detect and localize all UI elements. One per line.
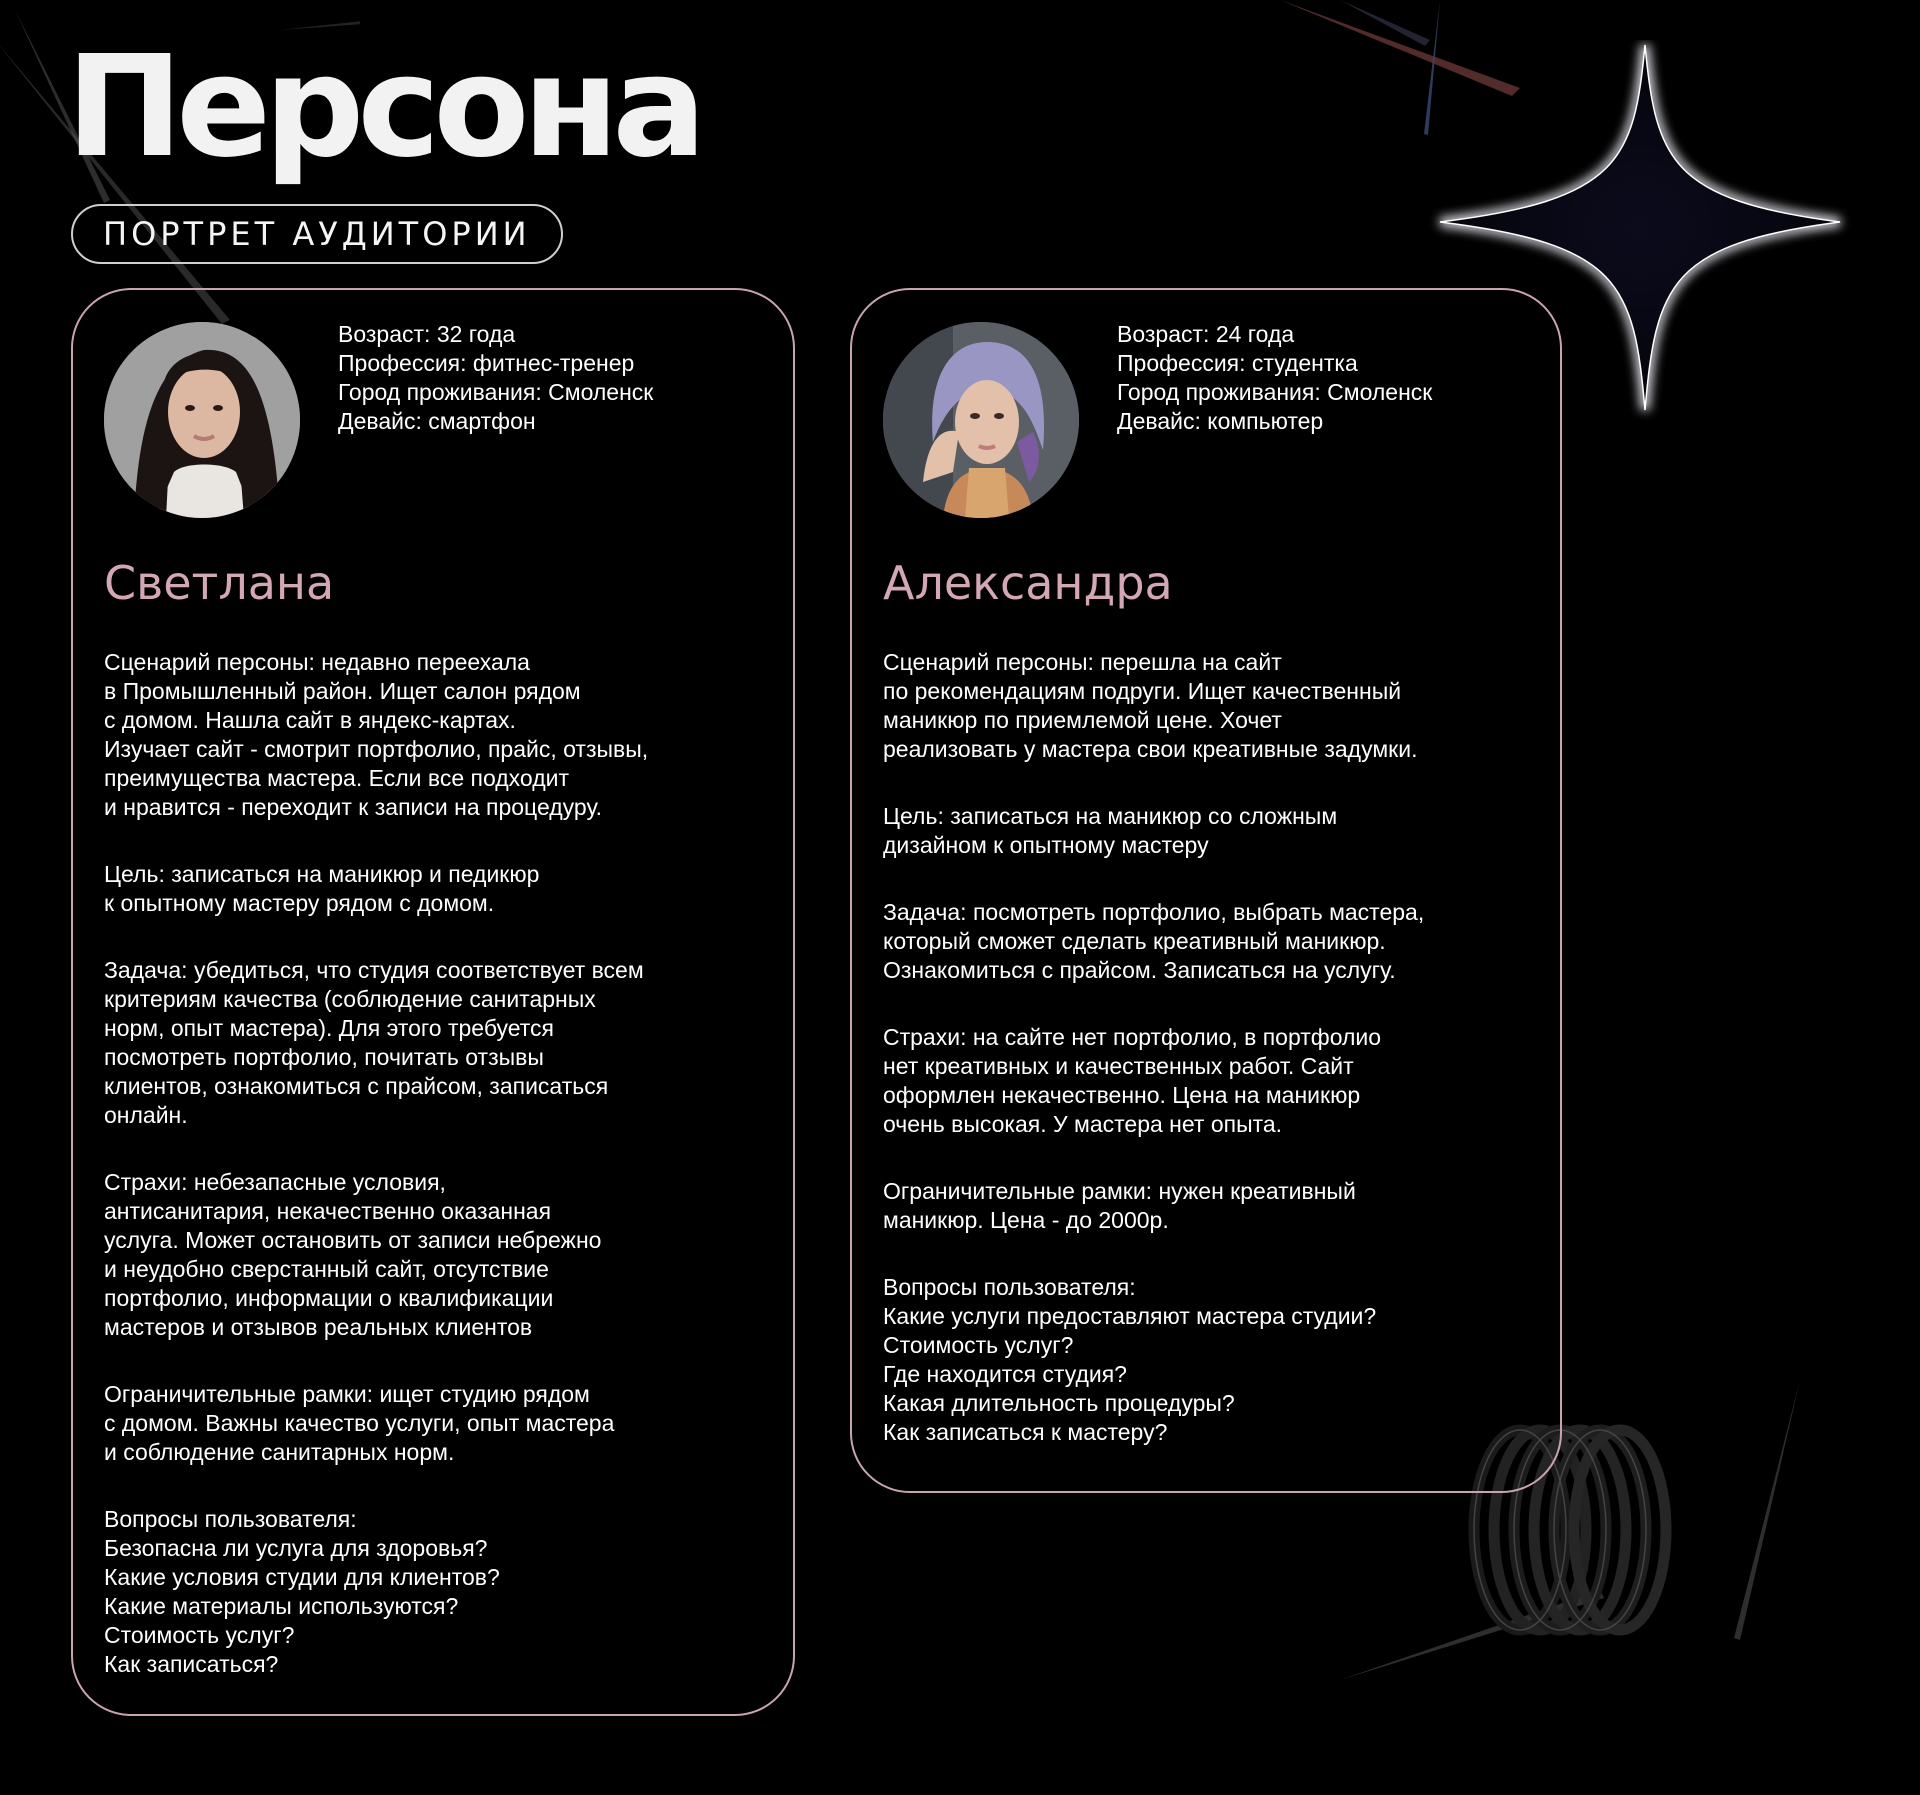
avatar [883, 322, 1079, 518]
fact-device: Девайс: смартфон [338, 408, 536, 434]
persona-name: Александра [883, 556, 1173, 610]
constraints-text: Ограничительные рамки: ищет студию рядом с домом. Важны качество услуги, опыт мастера и соблюдение санитарных норм. [104, 1381, 615, 1465]
persona-card [71, 288, 795, 1716]
persona-description [883, 648, 1543, 1447]
persona-name: Светлана [104, 556, 335, 610]
persona-description [104, 648, 764, 1679]
scenario-text: Сценарий персоны: перешла на сайт по рекомендациям подруги. Ищет качественный маникюр по приемлемой цене. Хочет реализовать у мастера свои креативные задумки. [883, 649, 1418, 762]
questions-text: Вопросы пользователя: Безопасна ли услуга для здоровья? Какие условия студии для клиентов? Какие материалы используются? Стоимость услуг? Как записаться? [104, 1506, 500, 1677]
goal-text: Цель: записаться на маникюр и педикюр к опытному мастеру рядом с домом. [104, 861, 540, 916]
subtitle-badge: ПОРТРЕТ АУДИТОРИИ [71, 204, 563, 264]
scenario-text: Сценарий персоны: недавно переехала в Промышленный район. Ищет салон рядом с домом. Нашла сайт в яндекс-картах. Изучает сайт - смотрит портфолио, прайс, отзывы, преимущества мастера. Если все подходит и нравится - переходит к записи на процедуру. [104, 649, 649, 820]
fact-profession: Профессия: фитнес-тренер [338, 350, 635, 376]
fact-age: Возраст: 32 года [338, 321, 516, 347]
fact-device: Девайс: компьютер [1117, 408, 1324, 434]
task-text: Задача: посмотреть портфолио, выбрать мастера, который сможет сделать креативный маникюр. Ознакомиться с прайсом. Записаться на услугу. [883, 899, 1425, 983]
constraints-text: Ограничительные рамки: нужен креативный маникюр. Цена - до 2000р. [883, 1178, 1356, 1233]
fact-city: Город проживания: Смоленск [338, 379, 654, 405]
fact-city: Город проживания: Смоленск [1117, 379, 1433, 405]
questions-text: Вопросы пользователя: Какие услуги предоставляют мастера студии? Стоимость услуг? Где находится студия? Какая длительность процедуры? Как записаться к мастеру? [883, 1274, 1377, 1445]
persona-facts [338, 320, 653, 436]
fears-text: Страхи: небезапасные условия, антисанитария, некачественно оказанная услуга. Может остановить от записи небрежно и неудобно сверстанный сайт, отсутствие портфолио, информации о квалификации мастеров и отзывов реальных клиентов [104, 1169, 602, 1340]
fact-profession: Профессия: студентка [1117, 350, 1358, 376]
avatar [104, 322, 300, 518]
task-text: Задача: убедиться, что студия соответствует всем критериям качества (соблюдение санитарных норм, опыт мастера). Для этого требуется посмотреть портфолио, почитать отзывы клиентов, ознакомиться с прайсом, записаться онлайн. [104, 957, 644, 1128]
persona-facts [1117, 320, 1432, 436]
page-title: Персона [66, 26, 700, 189]
persona-card [850, 288, 1562, 1493]
goal-text: Цель: записаться на маникюр со сложным дизайном к опытному мастеру [883, 803, 1338, 858]
fears-text: Страхи: на сайте нет портфолио, в портфолио нет креативных и качественных работ. Сайт оформлен некачественно. Цена на маникюр очень высокая. У мастера нет опыта. [883, 1024, 1382, 1137]
fact-age: Возраст: 24 года [1117, 321, 1295, 347]
